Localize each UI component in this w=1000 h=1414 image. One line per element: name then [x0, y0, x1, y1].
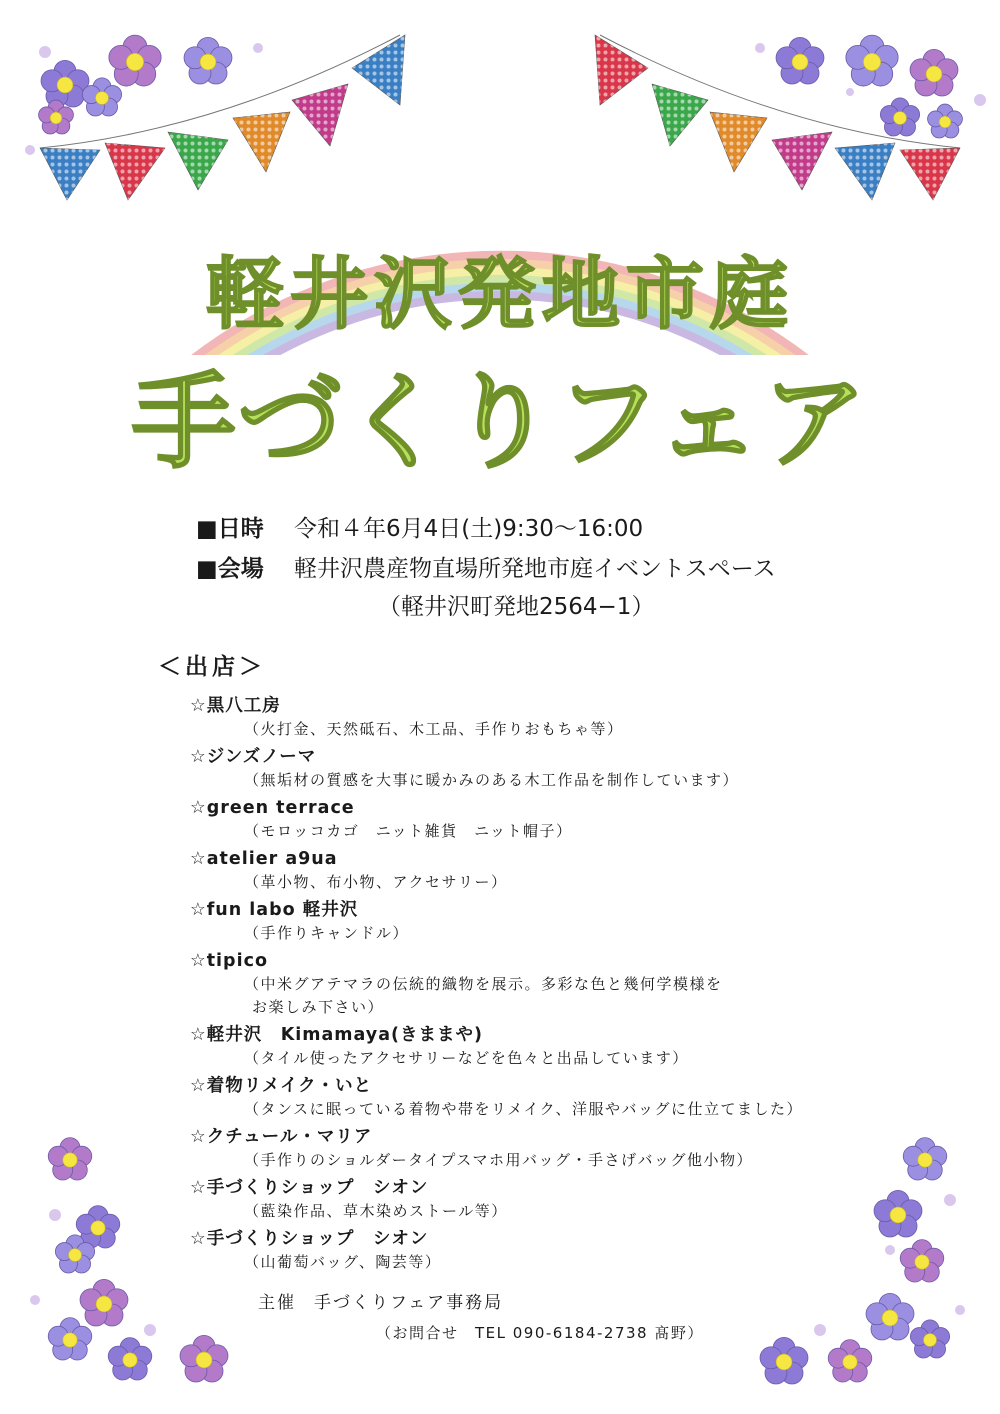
- venue-label: ■会場: [196, 556, 264, 582]
- venue-row: [196, 550, 776, 583]
- date-row: [196, 510, 643, 543]
- vendor-description: （モロッコカゴ ニット雑貨 ニット帽子）: [244, 822, 573, 840]
- venue-value: 軽井沢農産物直場所発地市庭イベントスペース: [294, 556, 776, 582]
- vendors-heading: ＜出店＞: [158, 654, 266, 680]
- title-line-1: 軽井沢発地市庭: [205, 250, 794, 340]
- vendor-name: ☆クチュール・マリア: [190, 1127, 373, 1147]
- decor-dot: [144, 1324, 156, 1336]
- vendor-name: ☆tipico: [190, 951, 268, 971]
- flower-icon: [48, 1138, 92, 1180]
- vendor-name: ☆green terrace: [190, 798, 355, 818]
- vendor-description: （火打金、天然砥石、木工品、手作りおもちゃ等）: [244, 720, 624, 738]
- decor-dot: [944, 1194, 956, 1206]
- flower-icon: [180, 1335, 228, 1382]
- flower-icon: [48, 1318, 92, 1360]
- decor-dot: [755, 43, 765, 53]
- vendor-item: [190, 796, 890, 843]
- organizer-name: 手づくりフェア事務局: [314, 1293, 504, 1313]
- decor-dot: [974, 94, 986, 106]
- vendor-description-cont: お楽しみ下さい）: [252, 998, 385, 1016]
- vendor-name: ☆手づくりショップ シオン: [190, 1178, 429, 1198]
- vendor-list: [190, 694, 890, 1278]
- decor-dot: [846, 88, 854, 96]
- date-value: 令和４年6月4日(土)9:30～16:00: [294, 516, 644, 542]
- vendor-name: ☆手づくりショップ シオン: [190, 1229, 429, 1249]
- flower-icon: [776, 37, 824, 84]
- vendor-description: （無垢材の質感を大事に暖かみのある木工作品を制作しています）: [244, 771, 740, 789]
- vendor-item: [190, 694, 890, 741]
- vendor-description: （タイル使ったアクセサリーなどを色々と出品しています）: [244, 1049, 689, 1067]
- vendor-description: （手作りキャンドル）: [244, 924, 410, 942]
- vendor-description: （山葡萄バッグ、陶芸等）: [244, 1253, 442, 1271]
- date-label: ■日時: [196, 516, 264, 542]
- flower-icon: [903, 1138, 947, 1180]
- flower-icon: [80, 1279, 128, 1326]
- decor-dot: [30, 1295, 40, 1305]
- vendor-item: [190, 898, 890, 945]
- flower-icon: [900, 1240, 944, 1282]
- flower-icon: [184, 37, 232, 84]
- flower-icon: [880, 98, 919, 136]
- decor-dot: [955, 1305, 965, 1315]
- vendor-item: [190, 847, 890, 894]
- vendor-item: [190, 1023, 890, 1070]
- flower-icon: [828, 1340, 872, 1382]
- flower-icon: [760, 1337, 808, 1384]
- decor-dot: [25, 145, 35, 155]
- vendor-description: （タンスに眠っている着物や帯をリメイク、洋服やバッグに仕立てました）: [244, 1100, 804, 1118]
- contact-info: （お問合せ TEL 090-6184-2738 髙野）: [376, 1324, 704, 1342]
- vendor-name: ☆軽井沢 Kimamaya(きままや): [190, 1025, 484, 1045]
- vendor-item: [190, 1227, 890, 1274]
- vendor-name: ☆ジンズノーマ: [190, 747, 317, 767]
- flower-icon: [928, 104, 963, 138]
- vendor-item: [190, 949, 890, 1019]
- vendor-item: [190, 1125, 890, 1172]
- vendor-item: [190, 745, 890, 792]
- flower-icon: [109, 35, 161, 86]
- vendor-description: （手作りのショルダータイプスマホ用バッグ・手さげバッグ他小物）: [244, 1151, 753, 1169]
- flower-icon: [910, 49, 958, 96]
- decor-dot: [814, 1324, 826, 1336]
- vendor-description: （中米グアテマラの伝統的織物を展示。多彩な色と幾何学模様を: [244, 975, 723, 993]
- flower-icon: [866, 1293, 914, 1340]
- vendor-description: （革小物、布小物、アクセサリー）: [244, 873, 508, 891]
- title-line-2: 手づくりフェア: [131, 361, 869, 483]
- flower-icon: [846, 35, 898, 86]
- decor-dot: [39, 46, 51, 58]
- vendor-description: （藍染作品、草木染めストール等）: [244, 1202, 508, 1220]
- vendor-name: ☆atelier a9ua: [190, 849, 338, 869]
- vendor-name: ☆黒八工房: [190, 696, 281, 716]
- vendor-name: ☆fun labo 軽井沢: [190, 900, 359, 920]
- flower-icon: [41, 60, 89, 107]
- decor-dot: [49, 1209, 61, 1221]
- vendor-item: [190, 1176, 890, 1223]
- organizer-label: 主催: [258, 1293, 296, 1313]
- vendor-item: [190, 1074, 890, 1121]
- decor-dot: [253, 43, 263, 53]
- organizer: [258, 1288, 521, 1313]
- flower-icon: [108, 1338, 152, 1380]
- venue-address: （軽井沢町発地2564−1）: [378, 594, 655, 620]
- vendor-name: ☆着物リメイク・いと: [190, 1076, 373, 1096]
- flower-icon: [910, 1320, 949, 1358]
